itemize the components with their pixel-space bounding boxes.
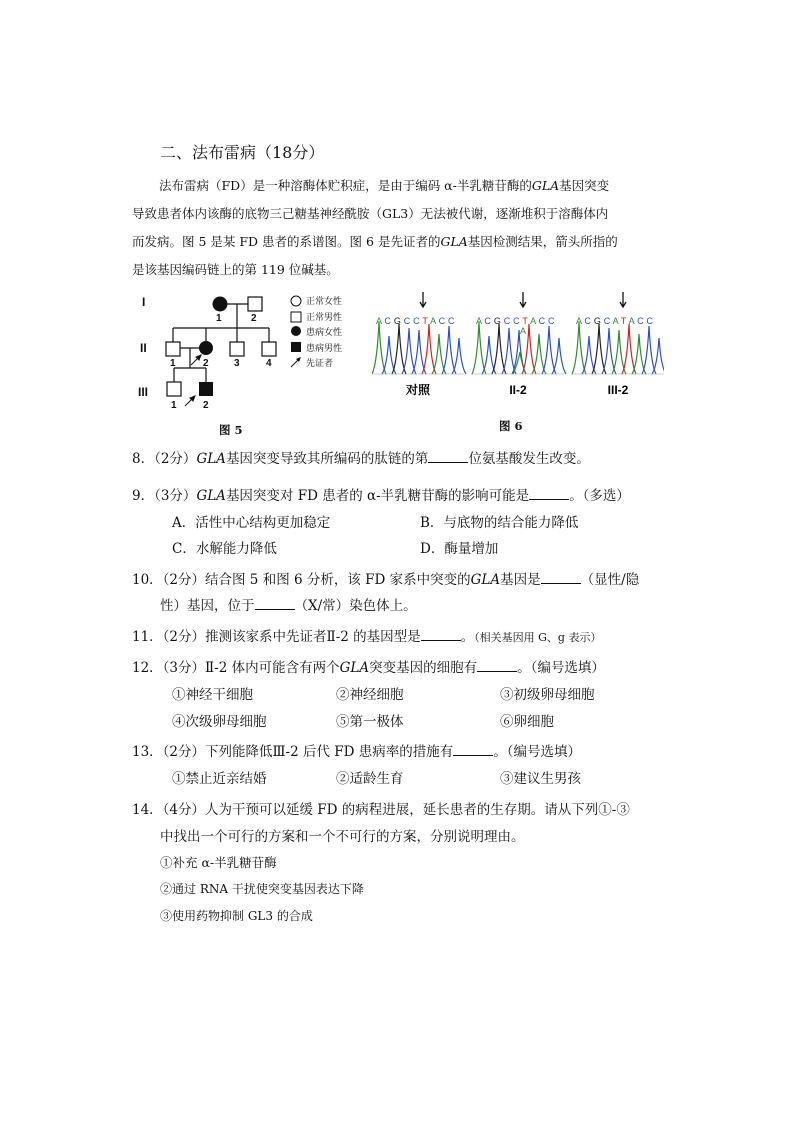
fig6-caption: 图 6 — [499, 419, 523, 433]
svg-text:正常男性: 正常男性 — [306, 312, 343, 322]
chromatogram-peak — [502, 328, 516, 374]
chromatogram-peak — [442, 326, 456, 374]
q9-option-d: D．酶量增加 — [420, 541, 499, 557]
question-10-line2: 性）基因，位于 （X/常）染色体上。 — [160, 598, 417, 614]
secondary-base-label: A — [520, 326, 527, 336]
sequencing-figure — [372, 292, 664, 404]
svg-text:患病男性: 患病男性 — [306, 343, 343, 353]
q9-option-a: A．活性中心结构更加稳定 — [172, 515, 331, 531]
chromatogram-label: 对照 — [405, 383, 431, 397]
answer-blank[interactable] — [541, 571, 581, 584]
sequence-text: A C G C C T A C C — [376, 316, 455, 326]
chromatogram-label: III-2 — [607, 383, 629, 397]
q12-option-2: ②神经细胞 — [336, 687, 404, 703]
svg-text:患病女性: 患病女性 — [306, 327, 343, 337]
question-14: 14．（4分）人为干预可以延缓 FD 的病程进展，延长患者的生存期。请从下列①-③ — [132, 802, 630, 818]
answer-blank[interactable] — [477, 659, 517, 672]
svg-text:3: 3 — [234, 358, 240, 369]
sequence-text: A C G C C T A C C — [476, 316, 555, 326]
pedigree-I2-normal-male — [248, 297, 262, 311]
q12-option-4: ④次级卵母细胞 — [172, 714, 267, 730]
q9-option-c: C．水解能力降低 — [172, 541, 277, 557]
svg-text:2: 2 — [203, 400, 209, 411]
answer-blank[interactable] — [255, 597, 295, 610]
section-title: 二、法布雷病（18分） — [160, 143, 325, 162]
answer-blank[interactable] — [453, 743, 493, 756]
mutation-arrow-icon — [620, 292, 626, 307]
svg-text:1: 1 — [216, 313, 222, 324]
chromatogram-peak — [572, 322, 586, 374]
pedigree-figure — [130, 290, 375, 440]
q12-option-6: ⑥卵细胞 — [500, 714, 554, 730]
question-13: 13．（2分）下列能降低Ⅲ-2 后代 FD 患病率的措施有 。（编号选填） — [132, 744, 582, 760]
gen-label-II: II — [140, 341, 147, 355]
q9-option-b: B．与底物的结合能力降低 — [420, 515, 579, 531]
svg-text:1: 1 — [171, 400, 177, 411]
chromatogram-peak — [602, 328, 616, 374]
sequence-text: A C G C A T A C C — [576, 316, 654, 326]
svg-text:2: 2 — [251, 313, 257, 324]
chromatogram-peak — [542, 326, 556, 374]
mutation-arrow-icon — [420, 292, 426, 307]
chromatogram-peak — [622, 324, 636, 374]
question-10: 10．（2分）结合图 5 和图 6 分析，该 FD 家系中突变的GLA基因是 （显性/隐 — [132, 572, 640, 588]
pedigree-II4-normal-male — [262, 342, 276, 356]
chromatogram-peak — [372, 322, 386, 374]
q14-option-1: ①补充 α-半乳糖苷酶 — [160, 855, 277, 870]
pedigree-III2-affected-male — [199, 382, 213, 396]
svg-text:4: 4 — [266, 358, 272, 369]
chromatogram-peak — [452, 338, 466, 374]
question-12: 12．（3分）Ⅱ-2 体内可能含有两个GLA突变基因的细胞有 。（编号选填） — [132, 660, 605, 676]
chromatogram-peak — [592, 324, 606, 374]
chromatogram-peak — [402, 328, 416, 374]
question-8: 8．（2分）GLA基因突变导致其所编码的肽链的第 位氨基酸发生改变。 — [132, 451, 590, 467]
pedigree-II2-affected-female — [199, 341, 213, 355]
pedigree-III1-normal-male — [167, 382, 181, 396]
chromatogram-peak — [642, 326, 656, 374]
q13-option-3: ③建议生男孩 — [500, 771, 581, 787]
intro-paragraph: 法布雷病（FD）是一种溶酶体贮积症，是由于编码 α-半乳糖苷酶的GLA基因突变 导致患者体内该酶的底物三己糖基神经酰胺（GL3）无法被代谢，逐渐堆积于溶酶体内 而发病。图 5 是某 FD 患者的系谱图。图 6 是先证者的GLA基因检测结果，箭头所指的 是该基因编码链上的第 119 位碱基。 — [132, 178, 618, 277]
q12-option-3: ③初级卵母细胞 — [500, 687, 595, 703]
fig5-caption: 图 5 — [219, 423, 243, 437]
proband-arrow-icon — [185, 355, 201, 406]
chromatogram-peak — [492, 324, 506, 374]
q14-option-2: ②通过 RNA 干扰使突变基因表达下降 — [160, 882, 364, 896]
chromatogram-peak — [422, 324, 436, 374]
pedigree-II1-normal-male — [166, 342, 180, 356]
chromatogram-peak — [552, 338, 566, 374]
pedigree-I1-affected-female — [213, 297, 228, 312]
answer-blank[interactable] — [428, 450, 468, 463]
pedigree-II3-normal-male — [230, 342, 244, 356]
gen-label-I: I — [142, 295, 146, 309]
question-9: 9．（3分）GLA基因突变对 FD 患者的 α-半乳糖苷酶的影响可能是 。（多选） — [132, 488, 630, 504]
question-14-line2: 中找出一个可行的方案和一个不可行的方案，分别说明理由。 — [160, 829, 525, 845]
svg-text:先证者: 先证者 — [306, 358, 334, 368]
pedigree-legend — [291, 295, 342, 368]
answer-blank[interactable] — [529, 487, 569, 500]
q13-option-2: ②适龄生育 — [336, 771, 404, 787]
svg-text:正常女性: 正常女性 — [306, 296, 343, 306]
mutation-arrow-icon — [520, 292, 526, 307]
q13-option-1: ①禁止近亲结婚 — [172, 771, 267, 787]
chromatogram-peak — [472, 322, 486, 374]
q12-option-1: ①神经干细胞 — [172, 687, 253, 703]
question-11: 11．（2分）推测该家系中先证者Ⅱ-2 的基因型是 。（相关基因用 G、g 表示） — [132, 629, 602, 645]
svg-text:1: 1 — [170, 358, 176, 369]
q12-option-5: ⑤第一极体 — [336, 714, 404, 730]
chromatogram-peak — [392, 324, 406, 374]
chromatogram-label: II-2 — [509, 383, 527, 397]
q14-option-3: ③使用药物抑制 GL3 的合成 — [160, 909, 313, 923]
answer-blank[interactable] — [421, 628, 461, 641]
gen-label-III: III — [138, 385, 149, 399]
svg-text:2: 2 — [203, 358, 209, 369]
